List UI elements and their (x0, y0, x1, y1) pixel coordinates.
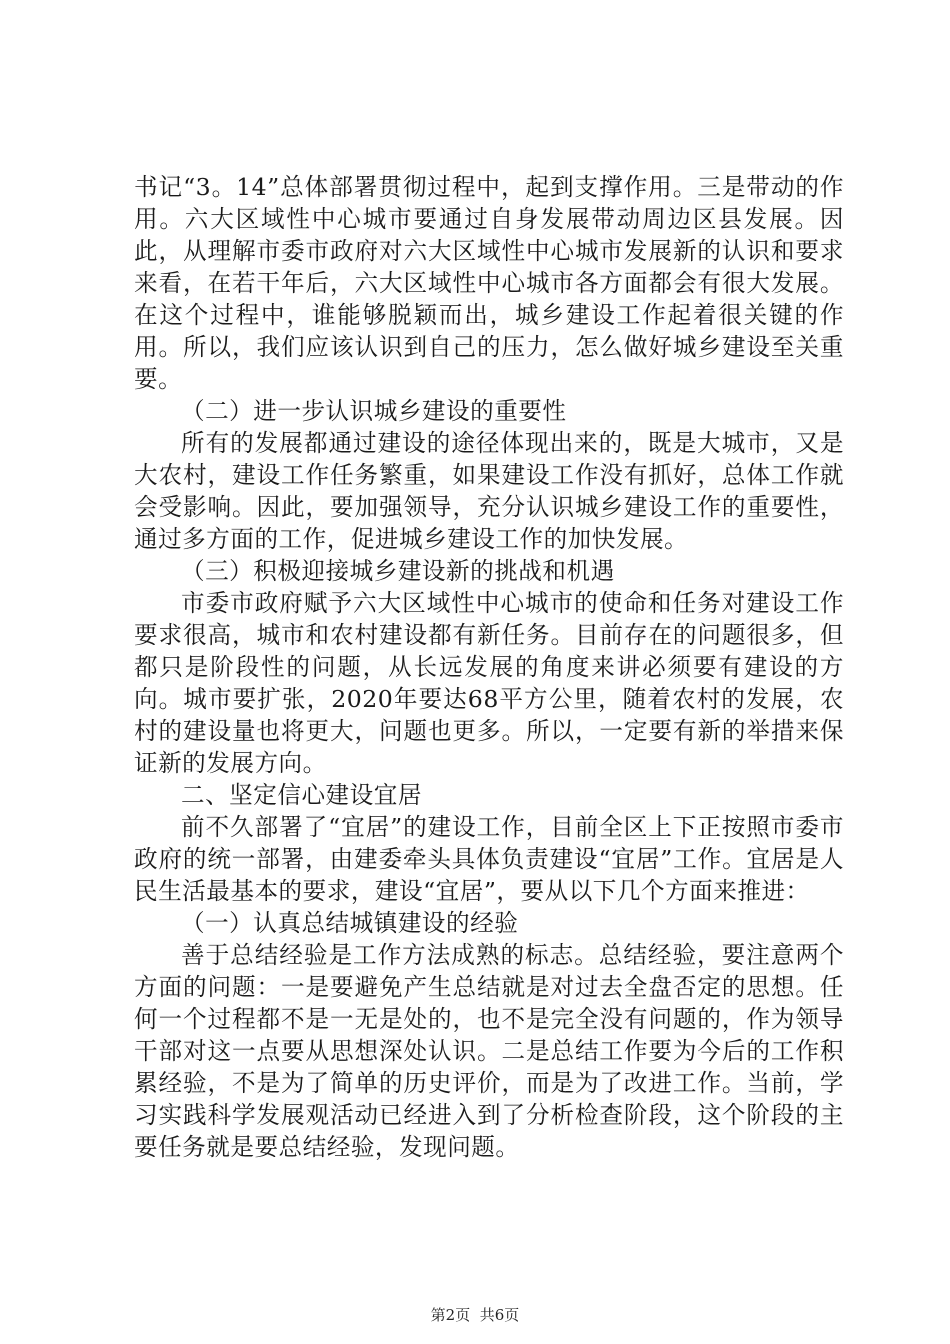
paragraph-continuation: 书记“3。14”总体部署贯彻过程中，起到支撑作用。三是带动的作用。六大区域性中心城市要通过自身发展带动周边区县发展。因此，从理解市委市政府对六大区域性中心城市发展新的认识和要求来看，在若干年后，六大区域性中心城市各方面都会有很大发展。在这个过程中，谁能够脱颖而出，城乡建设工作起着很关键的作用。所以，我们应该认识到自己的压力，怎么做好城乡建设至关重要。 (134, 173, 844, 393)
page-total: 共6页 (479, 1306, 520, 1324)
section-heading-2: （二）进一步认识城乡建设的重要性 (181, 397, 567, 425)
chapter-heading-2: 二、坚定信心建设宜居 (181, 781, 422, 809)
page-footer (0, 1305, 950, 1325)
paragraph-body: 前不久部署了“宜居”的建设工作，目前全区上下正按照市委市政府的统一部署，由建委牵头具体负责建设“宜居”工作。宜居是人民生活最基本的要求，建设“宜居”，要从以下几个方面来推进： (134, 813, 844, 905)
paragraph-body: 所有的发展都通过建设的途径体现出来的，既是大城市，又是大农村，建设工作任务繁重，如果建设工作没有抓好，总体工作就会受影响。因此，要加强领导，充分认识城乡建设工作的重要性，通过多方面的工作，促进城乡建设工作的加快发展。 (134, 429, 844, 553)
paragraph-body: 市委市政府赋予六大区域性中心城市的使命和任务对建设工作要求很高，城市和农村建设都有新任务。目前存在的问题很多，但都只是阶段性的问题，从长远发展的角度来讲必须要有建设的方向。城市要扩张，2020年要达68平方公里，随着农村的发展，农村的建设量也将更大，问题也更多。所以，一定要有新的举措来保证新的发展方向。 (134, 589, 844, 777)
section-heading-3: （三）积极迎接城乡建设新的挑战和机遇 (181, 557, 615, 585)
section-heading-1: （一）认真总结城镇建设的经验 (181, 909, 519, 937)
document-body (134, 171, 844, 1163)
paragraph-body: 善于总结经验是工作方法成熟的标志。总结经验，要注意两个方面的问题：一是要避免产生总结就是对过去全盘否定的思想。任何一个过程都不是一无是处的，也不是完全没有问题的，作为领导干部对这一点要从思想深处认识。二是总结工作要为今后的工作积累经验，不是为了简单的历史评价，而是为了改进工作。当前，学习实践科学发展观活动已经进入到了分析检查阶段，这个阶段的主要任务就是要总结经验，发现问题。 (134, 941, 844, 1161)
page-number: 第2页 (430, 1306, 471, 1324)
